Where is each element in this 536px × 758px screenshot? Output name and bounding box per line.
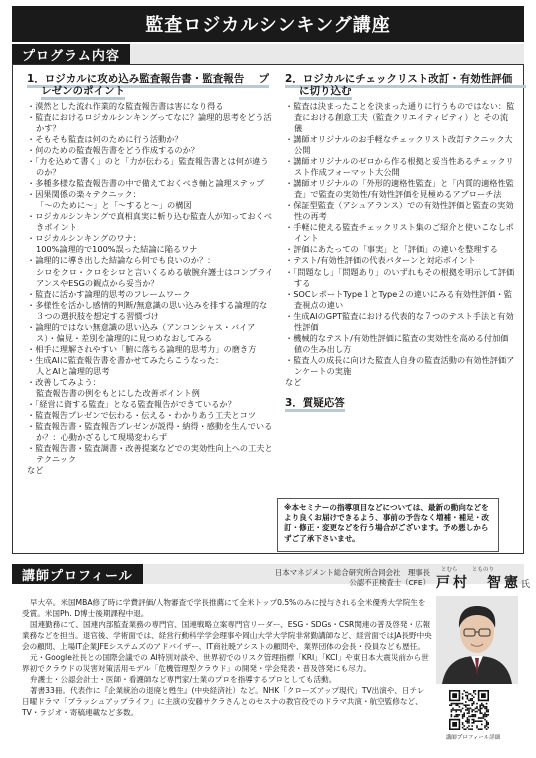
list-item-continuation: 人とAIと論理的思考: [36, 365, 110, 376]
list-item: ・多種多様な監査報告書の中で備えておくべき軸と論理ステップ: [27, 178, 265, 189]
list-item: ・生成AIに監査報告書を書かせてみたらこうなった：: [27, 354, 224, 365]
program-box: [12, 64, 527, 554]
list-item: ・講師オリジナルのゼロから作る根拠と妥当性あるチェックリスト作成フォーマット大公開: [285, 156, 514, 178]
left-column-heading: 1．ロジカルに攻め込み監査報告書・監査報告 プレゼンのポイント: [27, 73, 275, 98]
list-item: ・監査報告書・監査報告プレゼンが説得・納得・感動を生んでいるか？：心動かざるして現場変わらず: [27, 421, 273, 443]
list-item: ・講師オリジナルの「外形的適格性監査」と「内質的適格性監査」で監査の実効性/有効性評価を見極めるアプローチ法: [285, 178, 514, 200]
list-item: ・漠然とした流れ作業的な監査報告書は害になり得る: [27, 100, 224, 111]
list-item: ・手軽に使える監査チェックリスト集のご紹介と使いこなしポイント: [285, 222, 514, 244]
list-item: ・ロジカルシンキングで真相真実に斬り込む監査人が知っておくべきポイント: [27, 211, 272, 233]
program-left-column: [27, 65, 275, 476]
left-item-list: [27, 101, 275, 477]
bio-paragraph: 弁護士・公認会計士・医師・看護師など専門家/士業のプロを指導するプロとしても活動。: [30, 675, 337, 684]
list-item: ・多様性を活かし感情的判断/無意識の思い込みを排する論理的な３つの選択肢を想定する習慣づけ: [27, 299, 268, 321]
list-item: ・ロジカルシンキングのワナ：: [27, 233, 141, 244]
instructor-name: 戸村 智憲氏: [436, 575, 531, 591]
list-item: ・そもそも監査は何のために行う活動か？: [27, 133, 183, 144]
list-item: ・テスト/有効性評価の代表パターンと対応ポイント: [285, 255, 476, 266]
program-right-column: [285, 65, 527, 410]
list-item: ・監査に活かす論理的思考のフレームワーク: [27, 288, 191, 299]
list-item: ・「問題なし」「問題あり」のいずれもその根拠を明示して評価する: [285, 266, 515, 288]
program-section-bar: [12, 44, 524, 64]
program-section-label: プログラム内容: [12, 44, 130, 64]
bio-paragraph: 国連勤務にて、国連内部監査業務の専門官、国連戦略立案専門官リーダー、ESG・SDGs・CSR関連の普及啓発・広報業務などを担当。退官後、学術面では、経営行動科学学会理事や岡山大学大学院非常勤講師など、経営面ではJA長野中央会の顧問、上場IT企業JFEシステムズのアドバイザー、IT商社暁アシストの顧問や、業界団体の会長・役員なども歴任。: [22, 620, 432, 651]
right-column-heading: 2．ロジカルにチェックリスト改訂・有効性評価 に切り込む: [285, 73, 515, 98]
list-item-continuation: 「〜のために〜」と「〜すると〜」の構図: [36, 200, 192, 211]
list-item-continuation: シロをクロ・クロをシロと言いくるめる敏腕弁護士はコンプライアンスやESGの観点から妥当か？: [36, 266, 274, 288]
list-item: ・改善してみよう：: [27, 376, 101, 387]
right-item-list: [285, 101, 515, 388]
instructor-affiliation: 日本マネジメント総合研究所合同会社 理事長 公認不正検査士（CFE）: [275, 568, 430, 587]
page-title: 監査ロジカルシンキング講座: [12, 6, 524, 42]
list-item: ・監査におけるロジカルシンキングってなに？論理的思考をどう活かす？: [27, 111, 272, 133]
list-item: ・監査報告書・監査調書・改善提案などでの実効性向上への工夫とテクニック: [27, 443, 273, 465]
qr-code-icon[interactable]: [449, 690, 489, 730]
list-item: ・相手に理解されやすい「腑に落ちる論理的思考力」の磨き方: [27, 343, 257, 354]
list-item: ・因果関係の楽々テクニック：: [27, 189, 141, 200]
list-item: ・監査報告プレゼンで伝わる・伝える・わかりあう工夫とコツ: [27, 410, 256, 421]
profile-section-label: 講師プロフィール: [12, 564, 143, 584]
list-item-continuation: 100%論理的で100%誤った結論に陥るワナ: [36, 244, 198, 255]
list-item: など: [27, 465, 44, 476]
list-item: ・生成AIのGPT監査における代表的な７つのテスト手法と有効性評価: [285, 310, 514, 332]
bio-paragraph: 元・Google社長との国際会議での AI特別対談や、世界初でのリスク管理指標「KRI」「KCI」や東日本大震災前から世界初でクラウドの災害対策活用モデル「危機管理型クラウド」の開発・学会発表・普及啓発にも尽力。: [22, 653, 429, 673]
list-item: ・評価にあたっての「事実」と「評価」の違いを整理する: [285, 244, 498, 255]
instructor-photo: [436, 596, 518, 684]
list-item: ・「経営に資する監査」となる監査報告ができているか？: [27, 399, 236, 410]
bio-paragraph: 著書33冊。代表作に『企業統治の退廃と甦生』(中央経済社）など。NHK「クローズアップ現代」TV出演や、日テレ日曜ドラマ「ブラッシュアップライフ」に主演の安藤サクラさんとのセスナの教官役でのドラマ共演・航空監修など、TV・ラジオ・寄稿連載など多数。: [22, 686, 425, 717]
list-item: ・論理的ではない無意識の思い込み（アンコンシャス・バイアス）・偏見・差別を論理的に見つめなおしてみる: [27, 321, 256, 343]
list-item-continuation: 監査報告書の例をもとにした改善ポイント例: [36, 388, 200, 399]
list-item: ・講師オリジナルのお手軽なチェックリスト改訂テクニック大公開: [285, 133, 513, 155]
bio-paragraph: 早大卒。米国MBA修了時に学費評価/人物審査で学長推薦にて全米トップ0.5%のみに授与される全米優秀大学院生を受賞。米国Ph. D博士後期課程中退。: [22, 598, 426, 618]
list-item: ・SOCレポートType１とType２の違いにみる有効性評価・監査視点の違い: [285, 288, 512, 310]
instructor-bio: [22, 597, 432, 718]
list-item: など: [285, 376, 302, 387]
qa-heading: 3．質疑応答: [285, 398, 515, 409]
qr-caption: 講師プロフィール詳細: [445, 735, 501, 741]
list-item: ・何のための監査報告書をどう作成するのか？: [27, 145, 199, 155]
notice-box: ※本セミナーの指導項目などについては、最新の動向などをより良くお届けできるよう、事前の予告なく増補・補足・改訂・修正・変更などを行う場合がございます。予め悪しからずご了承下さいませ。: [277, 498, 499, 552]
list-item: ・保証型監査（アシュアランス）での有効性評価と監査の実効性の再考: [285, 200, 514, 222]
list-item: ・論理的に導き出した結論なら何でも良いのか？：: [27, 255, 216, 266]
list-item: ・監査は決まったことを決まった通りに行うものではない：監査における創意工夫（監査クリエイティビティ）と その流儀: [285, 100, 515, 133]
list-item: ・機械的なテスト/有効性評価に監査の実効性を高める付加価値の生み出し方: [285, 332, 509, 354]
name-ruby-family: とむら: [441, 567, 458, 573]
instructor-photo-illustration: [436, 596, 518, 684]
list-item: ・監査人の成長に向けた監査人自身の監査活動の有効性評価アンケートの実施: [285, 354, 515, 376]
name-ruby-given: とものり: [472, 567, 495, 573]
list-item: ・「力を込めて書く」のと「力が伝わる」監査報告書とは何が違うのか？: [27, 156, 269, 178]
